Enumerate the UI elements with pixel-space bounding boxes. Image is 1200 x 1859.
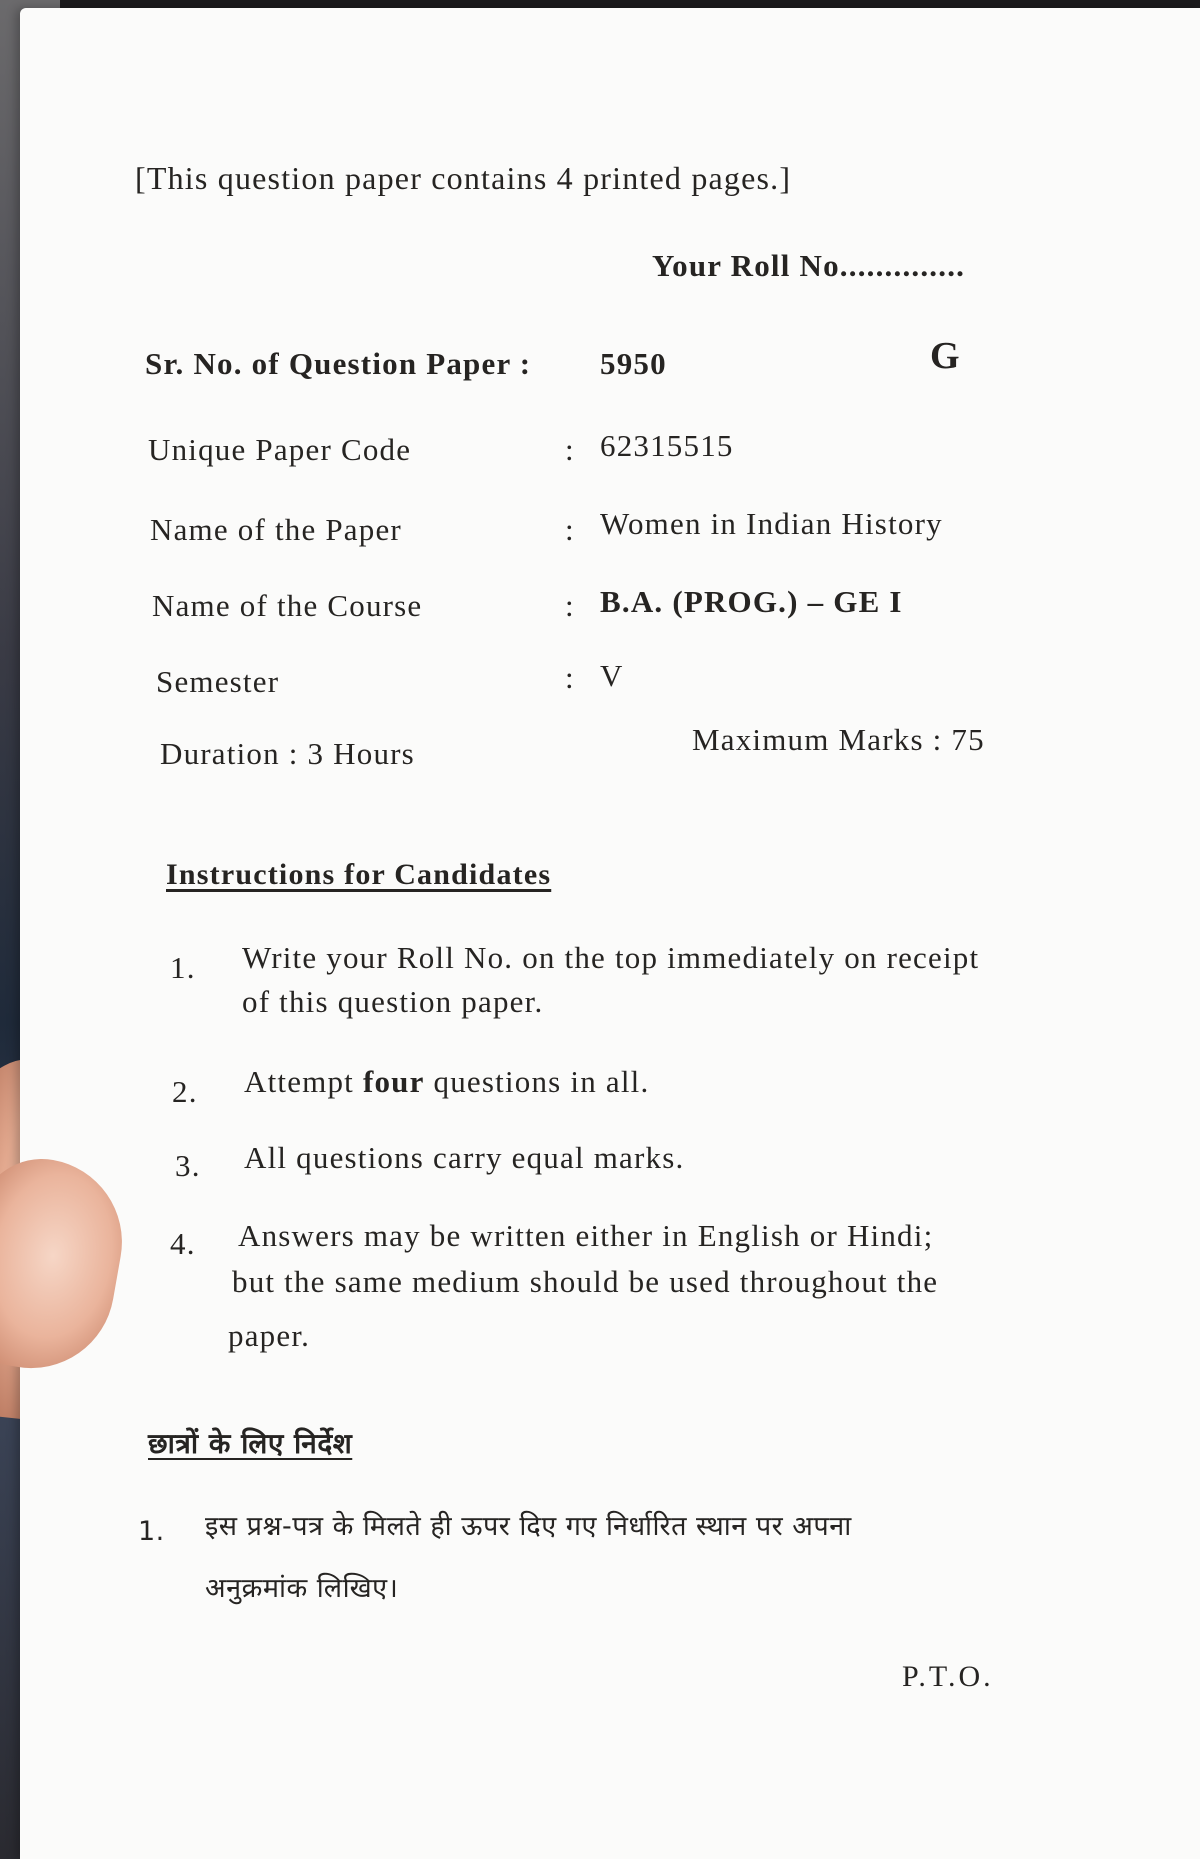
- duration: Duration : 3 Hours: [160, 736, 415, 771]
- instruction-text: paper.: [228, 1318, 311, 1353]
- instruction-text: All questions carry equal marks.: [244, 1140, 685, 1175]
- instruction-text: Attempt four questions in all.: [244, 1064, 650, 1099]
- detail-label: Unique Paper Code: [148, 432, 412, 467]
- detail-separator: :: [565, 432, 575, 467]
- sr-no-value: 5950: [600, 346, 667, 381]
- detail-separator: :: [565, 588, 575, 623]
- instruction-number: 2.: [172, 1074, 198, 1109]
- detail-label: Name of the Course: [152, 588, 423, 623]
- set-code: G: [930, 335, 961, 377]
- instruction-number: 1.: [170, 950, 196, 985]
- hindi-instruction-text: अनुक्रमांक लिखिए।: [205, 1573, 399, 1604]
- detail-separator: :: [565, 660, 575, 695]
- instruction-text: Answers may be written either in English or Hindi;: [238, 1218, 934, 1253]
- pto-label: P.T.O.: [902, 1660, 994, 1693]
- detail-value: 62315515: [600, 428, 734, 463]
- detail-separator: :: [565, 512, 575, 547]
- instructions-heading: Instructions for Candidates: [166, 858, 552, 891]
- instruction-text: Write your Roll No. on the top immediately on receipt: [242, 940, 980, 975]
- instruction-number: 3.: [175, 1148, 201, 1183]
- instruction-number: 4.: [170, 1226, 196, 1261]
- roll-number-field: Your Roll No..............: [652, 248, 966, 283]
- maximum-marks: Maximum Marks : 75: [692, 722, 985, 757]
- detail-label: Semester: [156, 664, 280, 699]
- instruction-text: of this question paper.: [242, 984, 544, 1019]
- detail-label: Name of the Paper: [150, 512, 402, 547]
- detail-value: B.A. (PROG.) – GE I: [600, 584, 903, 619]
- hindi-instruction-text: इस प्रश्न-पत्र के मिलते ही ऊपर दिए गए निर्धारित स्थान पर अपना: [205, 1511, 852, 1542]
- instruction-text: but the same medium should be used throughout the: [232, 1264, 939, 1299]
- hindi-instructions-heading: छात्रों के लिए निर्देश: [148, 1427, 353, 1460]
- hindi-instruction-number: 1.: [138, 1516, 165, 1547]
- header-note: [This question paper contains 4 printed pages.]: [135, 160, 792, 196]
- detail-value: Women in Indian History: [600, 506, 943, 541]
- detail-value: V: [600, 658, 624, 693]
- sr-no-label: Sr. No. of Question Paper :: [145, 346, 532, 381]
